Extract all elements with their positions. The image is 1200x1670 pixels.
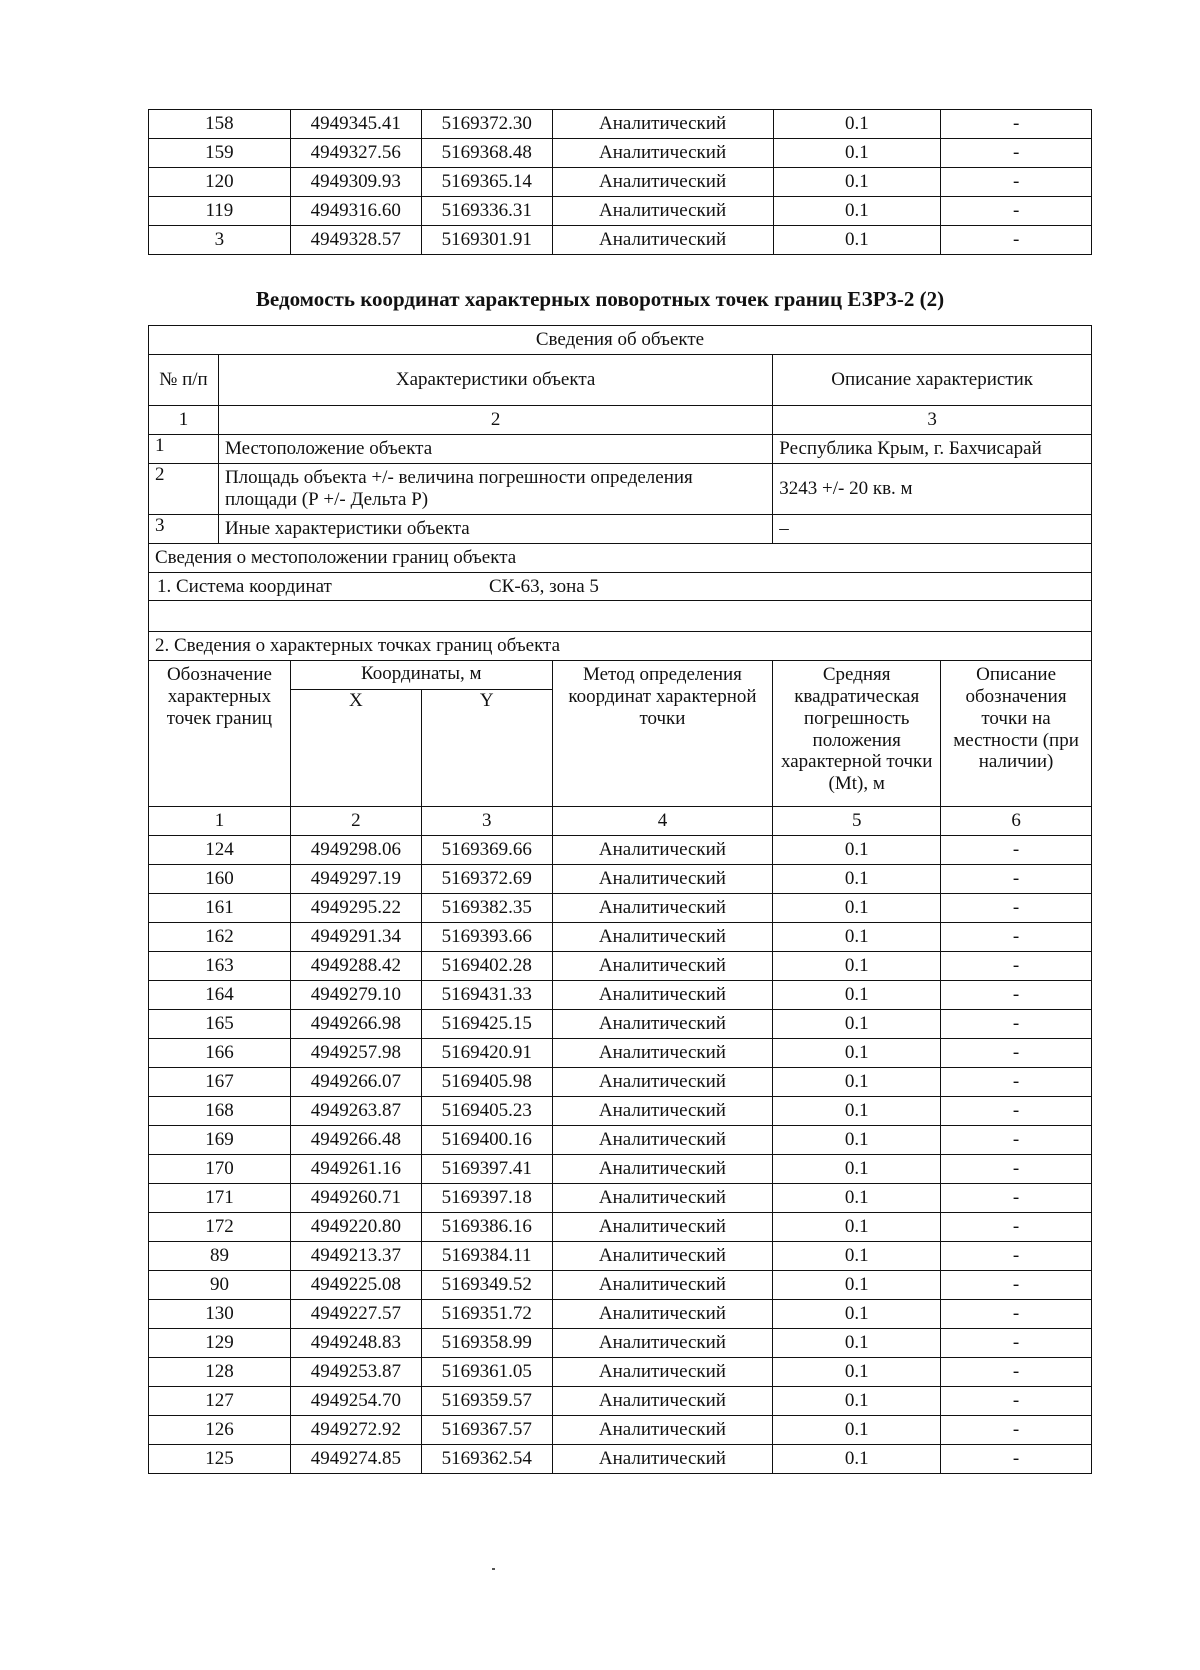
point-id-cell: 161 <box>149 894 291 923</box>
x-coord-cell: 4949225.08 <box>290 1271 421 1300</box>
object-row-num: 2 <box>149 464 219 515</box>
description-cell: - <box>941 1010 1092 1039</box>
table-row <box>149 1155 1092 1184</box>
method-cell: Аналитический <box>552 1358 773 1387</box>
y-coord-cell: 5169362.54 <box>421 1445 552 1474</box>
method-cell: Аналитический <box>552 1126 773 1155</box>
x-coord-cell: 4949266.07 <box>290 1068 421 1097</box>
table-row <box>149 923 1092 952</box>
table-row <box>149 1184 1092 1213</box>
y-coord-cell: 5169384.11 <box>421 1242 552 1271</box>
scan-speck <box>492 1568 495 1570</box>
table-row <box>149 1068 1092 1097</box>
method-cell: Аналитический <box>552 1445 773 1474</box>
continuation-table-body <box>149 110 1092 255</box>
mt-cell: 0.1 <box>773 1068 941 1097</box>
point-id-cell: 170 <box>149 1155 291 1184</box>
point-id-cell: 163 <box>149 952 291 981</box>
table-row <box>149 1416 1092 1445</box>
col-method-header: Метод определения координат характерной точки <box>552 661 773 807</box>
index-cell: 3 <box>421 807 552 836</box>
table-row <box>149 1358 1092 1387</box>
index-cell: 4 <box>552 807 773 836</box>
col-num-header: № п/п <box>149 355 219 406</box>
description-cell: - <box>941 168 1092 197</box>
coord-system-label: 1. Система координат <box>157 576 332 597</box>
x-coord-cell: 4949309.93 <box>290 168 421 197</box>
mt-cell: 0.1 <box>773 923 941 952</box>
table-row <box>149 836 1092 865</box>
y-coord-cell: 5169397.18 <box>421 1184 552 1213</box>
mt-cell: 0.1 <box>773 139 941 168</box>
table-row <box>149 1242 1092 1271</box>
method-cell: Аналитический <box>552 139 773 168</box>
x-coord-cell: 4949248.83 <box>290 1329 421 1358</box>
point-id-cell: 158 <box>149 110 291 139</box>
mt-cell: 0.1 <box>773 110 941 139</box>
y-coord-cell: 5169301.91 <box>421 226 552 255</box>
method-cell: Аналитический <box>552 1010 773 1039</box>
method-cell: Аналитический <box>552 1039 773 1068</box>
description-cell: - <box>941 1126 1092 1155</box>
point-id-cell: 89 <box>149 1242 291 1271</box>
mt-cell: 0.1 <box>773 168 941 197</box>
x-coord-cell: 4949257.98 <box>290 1039 421 1068</box>
y-coord-cell: 5169372.69 <box>421 865 552 894</box>
table-row <box>149 1387 1092 1416</box>
mt-cell: 0.1 <box>773 836 941 865</box>
col-coords-header: Координаты, м <box>290 661 552 690</box>
table-row <box>149 1126 1092 1155</box>
mt-cell: 0.1 <box>773 952 941 981</box>
point-id-cell: 166 <box>149 1039 291 1068</box>
y-coord-cell: 5169369.66 <box>421 836 552 865</box>
point-id-cell: 160 <box>149 865 291 894</box>
method-cell: Аналитический <box>552 1097 773 1126</box>
x-coord-cell: 4949266.48 <box>290 1126 421 1155</box>
col-description-header: Описание характеристик <box>773 355 1092 406</box>
method-cell: Аналитический <box>552 1329 773 1358</box>
point-id-cell: 159 <box>149 139 291 168</box>
y-coord-cell: 5169397.41 <box>421 1155 552 1184</box>
method-cell: Аналитический <box>552 1300 773 1329</box>
table-row <box>149 197 1092 226</box>
method-cell: Аналитический <box>552 197 773 226</box>
x-coord-cell: 4949327.56 <box>290 139 421 168</box>
mt-cell: 0.1 <box>773 1445 941 1474</box>
method-cell: Аналитический <box>552 836 773 865</box>
mt-cell: 0.1 <box>773 1271 941 1300</box>
mt-cell: 0.1 <box>773 1184 941 1213</box>
mt-cell: 0.1 <box>773 1213 941 1242</box>
description-cell: - <box>941 865 1092 894</box>
mt-cell: 0.1 <box>773 1039 941 1068</box>
description-cell: - <box>941 1039 1092 1068</box>
description-cell: - <box>941 1300 1092 1329</box>
description-cell: - <box>941 952 1092 981</box>
object-row-desc: 3243 +/- 20 кв. м <box>773 464 1092 515</box>
index-cell: 2 <box>290 807 421 836</box>
index-cell: 6 <box>941 807 1092 836</box>
point-id-cell: 164 <box>149 981 291 1010</box>
point-id-cell: 128 <box>149 1358 291 1387</box>
y-coord-cell: 5169372.30 <box>421 110 552 139</box>
mt-cell: 0.1 <box>773 981 941 1010</box>
mt-cell: 0.1 <box>773 1300 941 1329</box>
mt-cell: 0.1 <box>773 197 941 226</box>
mt-cell: 0.1 <box>773 1329 941 1358</box>
y-coord-cell: 5169382.35 <box>421 894 552 923</box>
col-mt-header: Средняя квадратическая погрешность положения характерной точки (Mt), м <box>773 661 941 807</box>
points-header: 2. Сведения о характерных точках границ объекта <box>149 632 1092 661</box>
y-coord-cell: 5169365.14 <box>421 168 552 197</box>
description-cell: - <box>941 226 1092 255</box>
y-coord-cell: 5169393.66 <box>421 923 552 952</box>
description-cell: - <box>941 1271 1092 1300</box>
table-row <box>149 110 1092 139</box>
y-coord-cell: 5169349.52 <box>421 1271 552 1300</box>
point-id-cell: 120 <box>149 168 291 197</box>
method-cell: Аналитический <box>552 226 773 255</box>
table-row <box>149 1445 1092 1474</box>
coordinates-table-body <box>149 326 1092 1474</box>
object-row-desc: – <box>773 515 1092 544</box>
y-coord-cell: 5169336.31 <box>421 197 552 226</box>
object-row-num: 1 <box>149 435 219 464</box>
point-id-cell: 169 <box>149 1126 291 1155</box>
point-id-cell: 168 <box>149 1097 291 1126</box>
object-row-num: 3 <box>149 515 219 544</box>
point-id-cell: 125 <box>149 1445 291 1474</box>
x-coord-cell: 4949295.22 <box>290 894 421 923</box>
index-cell: 1 <box>149 406 219 435</box>
method-cell: Аналитический <box>552 1271 773 1300</box>
point-id-cell: 126 <box>149 1416 291 1445</box>
description-cell: - <box>941 1358 1092 1387</box>
description-cell: - <box>941 1213 1092 1242</box>
table-row <box>149 139 1092 168</box>
object-info-header: Сведения об объекте <box>149 326 1092 355</box>
description-cell: - <box>941 139 1092 168</box>
point-id-cell: 171 <box>149 1184 291 1213</box>
description-cell: - <box>941 1097 1092 1126</box>
x-coord-cell: 4949213.37 <box>290 1242 421 1271</box>
method-cell: Аналитический <box>552 1242 773 1271</box>
mt-cell: 0.1 <box>773 1155 941 1184</box>
point-id-cell: 165 <box>149 1010 291 1039</box>
x-coord-cell: 4949298.06 <box>290 836 421 865</box>
col-desc-header: Описание обозначения точки на местности (при наличии) <box>941 661 1092 807</box>
mt-cell: 0.1 <box>773 1416 941 1445</box>
x-coord-cell: 4949220.80 <box>290 1213 421 1242</box>
coord-system-underline <box>149 600 1091 601</box>
table-row <box>149 952 1092 981</box>
table-row <box>149 226 1092 255</box>
table-row <box>149 981 1092 1010</box>
y-coord-cell: 5169368.48 <box>421 139 552 168</box>
x-coord-cell: 4949279.10 <box>290 981 421 1010</box>
table-row <box>149 1010 1092 1039</box>
index-cell: 1 <box>149 807 291 836</box>
index-cell: 5 <box>773 807 941 836</box>
object-row-char: Местоположение объекта <box>218 435 772 464</box>
point-id-cell: 130 <box>149 1300 291 1329</box>
description-cell: - <box>941 1387 1092 1416</box>
description-cell: - <box>941 923 1092 952</box>
y-coord-cell: 5169367.57 <box>421 1416 552 1445</box>
method-cell: Аналитический <box>552 1213 773 1242</box>
point-id-cell: 124 <box>149 836 291 865</box>
table-row <box>149 1213 1092 1242</box>
y-coord-cell: 5169351.72 <box>421 1300 552 1329</box>
location-header: Сведения о местоположении границ объекта <box>149 544 1092 573</box>
method-cell: Аналитический <box>552 1416 773 1445</box>
x-coord-cell: 4949254.70 <box>290 1387 421 1416</box>
y-coord-cell: 5169361.05 <box>421 1358 552 1387</box>
table-row <box>149 1329 1092 1358</box>
col-y-header: Y <box>421 690 552 807</box>
point-id-cell: 162 <box>149 923 291 952</box>
page-title: Ведомость координат характерных поворотных точек границ ЕЗРЗ-2 (2) <box>255 287 945 311</box>
x-coord-cell: 4949266.98 <box>290 1010 421 1039</box>
point-id-cell: 3 <box>149 226 291 255</box>
object-row-char: Иные характеристики объекта <box>218 515 772 544</box>
coord-system-value: СК-63, зона 5 <box>489 576 599 597</box>
y-coord-cell: 5169400.16 <box>421 1126 552 1155</box>
x-coord-cell: 4949227.57 <box>290 1300 421 1329</box>
x-coord-cell: 4949297.19 <box>290 865 421 894</box>
table-row <box>149 1097 1092 1126</box>
description-cell: - <box>941 1155 1092 1184</box>
description-cell: - <box>941 1068 1092 1097</box>
col-characteristics-header: Характеристики объекта <box>218 355 772 406</box>
y-coord-cell: 5169386.16 <box>421 1213 552 1242</box>
mt-cell: 0.1 <box>773 1097 941 1126</box>
mt-cell: 0.1 <box>773 865 941 894</box>
y-coord-cell: 5169358.99 <box>421 1329 552 1358</box>
mt-cell: 0.1 <box>773 1010 941 1039</box>
x-coord-cell: 4949288.42 <box>290 952 421 981</box>
y-coord-cell: 5169402.28 <box>421 952 552 981</box>
method-cell: Аналитический <box>552 865 773 894</box>
coordinates-table <box>148 325 1092 1474</box>
method-cell: Аналитический <box>552 168 773 197</box>
x-coord-cell: 4949345.41 <box>290 110 421 139</box>
method-cell: Аналитический <box>552 923 773 952</box>
y-coord-cell: 5169420.91 <box>421 1039 552 1068</box>
table-row <box>149 894 1092 923</box>
method-cell: Аналитический <box>552 1184 773 1213</box>
description-cell: - <box>941 1416 1092 1445</box>
y-coord-cell: 5169431.33 <box>421 981 552 1010</box>
mt-cell: 0.1 <box>773 1126 941 1155</box>
description-cell: - <box>941 197 1092 226</box>
col-point-header: Обозначение характерных точек границ <box>149 661 291 807</box>
point-id-cell: 167 <box>149 1068 291 1097</box>
x-coord-cell: 4949261.16 <box>290 1155 421 1184</box>
method-cell: Аналитический <box>552 894 773 923</box>
description-cell: - <box>941 894 1092 923</box>
continuation-table <box>148 109 1092 255</box>
y-coord-cell: 5169359.57 <box>421 1387 552 1416</box>
point-id-cell: 127 <box>149 1387 291 1416</box>
col-x-header: X <box>290 690 421 807</box>
y-coord-cell: 5169425.15 <box>421 1010 552 1039</box>
mt-cell: 0.1 <box>773 894 941 923</box>
method-cell: Аналитический <box>552 1387 773 1416</box>
description-cell: - <box>941 836 1092 865</box>
point-id-cell: 129 <box>149 1329 291 1358</box>
table-row <box>149 168 1092 197</box>
x-coord-cell: 4949316.60 <box>290 197 421 226</box>
y-coord-cell: 5169405.98 <box>421 1068 552 1097</box>
description-cell: - <box>941 1445 1092 1474</box>
x-coord-cell: 4949328.57 <box>290 226 421 255</box>
object-row-char: Площадь объекта +/- величина погрешности определения площади (Р +/- Дельта Р) <box>218 464 772 515</box>
table-row <box>149 1039 1092 1068</box>
table-row <box>149 1300 1092 1329</box>
x-coord-cell: 4949260.71 <box>290 1184 421 1213</box>
table-row <box>149 865 1092 894</box>
description-cell: - <box>941 1242 1092 1271</box>
description-cell: - <box>941 1329 1092 1358</box>
mt-cell: 0.1 <box>773 1242 941 1271</box>
x-coord-cell: 4949272.92 <box>290 1416 421 1445</box>
method-cell: Аналитический <box>552 952 773 981</box>
point-id-cell: 172 <box>149 1213 291 1242</box>
point-id-cell: 119 <box>149 197 291 226</box>
mt-cell: 0.1 <box>773 226 941 255</box>
description-cell: - <box>941 110 1092 139</box>
method-cell: Аналитический <box>552 1155 773 1184</box>
table-row <box>149 1271 1092 1300</box>
description-cell: - <box>941 1184 1092 1213</box>
x-coord-cell: 4949291.34 <box>290 923 421 952</box>
object-row-desc: Республика Крым, г. Бахчисарай <box>773 435 1092 464</box>
x-coord-cell: 4949253.87 <box>290 1358 421 1387</box>
index-cell: 2 <box>218 406 772 435</box>
x-coord-cell: 4949263.87 <box>290 1097 421 1126</box>
coord-system-cell <box>149 573 1092 632</box>
mt-cell: 0.1 <box>773 1387 941 1416</box>
description-cell: - <box>941 981 1092 1010</box>
method-cell: Аналитический <box>552 981 773 1010</box>
point-id-cell: 90 <box>149 1271 291 1300</box>
y-coord-cell: 5169405.23 <box>421 1097 552 1126</box>
method-cell: Аналитический <box>552 1068 773 1097</box>
mt-cell: 0.1 <box>773 1358 941 1387</box>
method-cell: Аналитический <box>552 110 773 139</box>
index-cell: 3 <box>773 406 1092 435</box>
x-coord-cell: 4949274.85 <box>290 1445 421 1474</box>
